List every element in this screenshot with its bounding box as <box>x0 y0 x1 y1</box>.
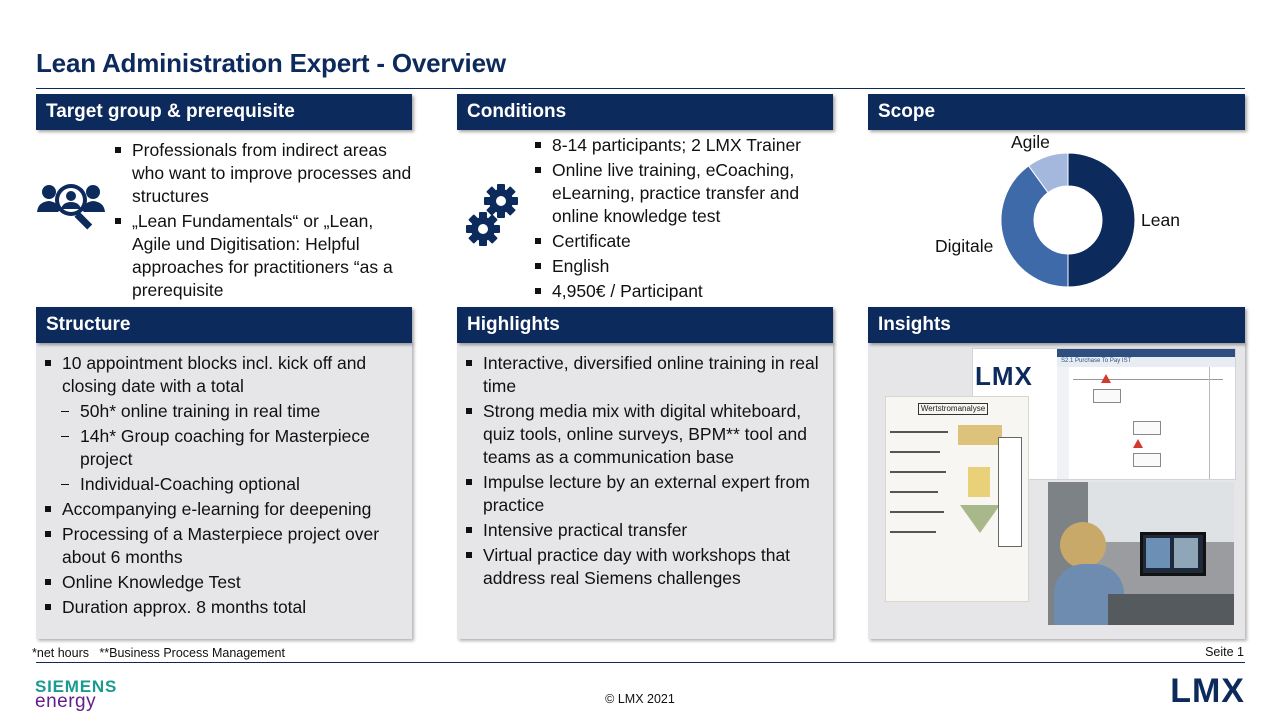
scope-label-agile: Agile <box>1011 132 1050 152</box>
structure-header: Structure <box>36 307 412 343</box>
copyright: © LMX 2021 <box>605 692 675 706</box>
training-photo <box>1048 482 1234 625</box>
title-divider <box>36 88 1245 89</box>
footer-divider <box>36 662 1245 663</box>
list-item: Impulse lecture by an external expert from practice <box>463 471 829 517</box>
scope-label-lean: Lean <box>1141 210 1180 230</box>
list-item: „Lean Fundamentals“ or „Lean, Agile und Digitisation: Helpful approaches for practitioners “as a prerequisite <box>112 210 412 302</box>
scope-donut-chart <box>1000 152 1136 288</box>
bpm-tab-title: S2.1 Purchase To Pay IST <box>1057 357 1235 367</box>
flipchart-photo <box>885 396 1029 602</box>
people-search-icon <box>36 178 106 232</box>
list-sub-item: 50h* online training in real time <box>42 400 408 423</box>
gears-icon <box>464 180 522 248</box>
insights-header: Insights <box>868 307 1245 343</box>
list-item: Processing of a Masterpiece project over about 6 months <box>42 523 408 569</box>
lmx-logo-image: LMX <box>973 349 1043 401</box>
page-number: Seite 1 <box>1205 645 1244 659</box>
highlights-list <box>463 352 829 592</box>
list-sub-item: Individual-Coaching optional <box>42 473 408 496</box>
list-item: Online live training, eCoaching, eLearning, practice transfer and online knowledge test <box>532 159 832 228</box>
list-item: English <box>532 255 832 278</box>
flipchart-title: Wertstromanalyse <box>918 403 988 415</box>
list-item: Interactive, diversified online training in real time <box>463 352 829 398</box>
lmx-logo: LMX <box>1170 672 1245 710</box>
siemens-energy-logo: SIEMENS energy <box>35 677 118 712</box>
list-item: 8-14 participants; 2 LMX Trainer <box>532 134 832 157</box>
list-item: 10 appointment blocks incl. kick off and closing date with a total <box>42 352 408 398</box>
list-item: 4,950€ / Participant <box>532 280 832 303</box>
conditions-header: Conditions <box>457 94 833 130</box>
footnote: *net hours **Business Process Management <box>32 646 285 660</box>
page-title: Lean Administration Expert - Overview <box>36 48 506 78</box>
scope-label-digitale: Digitale <box>935 236 994 256</box>
highlights-header: Highlights <box>457 307 833 343</box>
target-group-header: Target group & prerequisite <box>36 94 412 130</box>
target-group-list <box>112 139 412 304</box>
list-item: Accompanying e-learning for deepening <box>42 498 408 521</box>
list-item: Certificate <box>532 230 832 253</box>
conditions-list <box>532 134 832 305</box>
list-sub-item: 14h* Group coaching for Masterpiece project <box>42 425 408 471</box>
list-item: Online Knowledge Test <box>42 571 408 594</box>
list-item: Strong media mix with digital whiteboard, quiz tools, online surveys, BPM** tool and teams as a communication base <box>463 400 829 469</box>
structure-list <box>42 352 408 621</box>
list-item: Virtual practice day with workshops that address real Siemens challenges <box>463 544 829 590</box>
scope-header: Scope <box>868 94 1245 130</box>
list-item: Professionals from indirect areas who want to improve processes and structures <box>112 139 412 208</box>
list-item: Intensive practical transfer <box>463 519 829 542</box>
list-item: Duration approx. 8 months total <box>42 596 408 619</box>
donut-slice-lean <box>1068 153 1135 287</box>
